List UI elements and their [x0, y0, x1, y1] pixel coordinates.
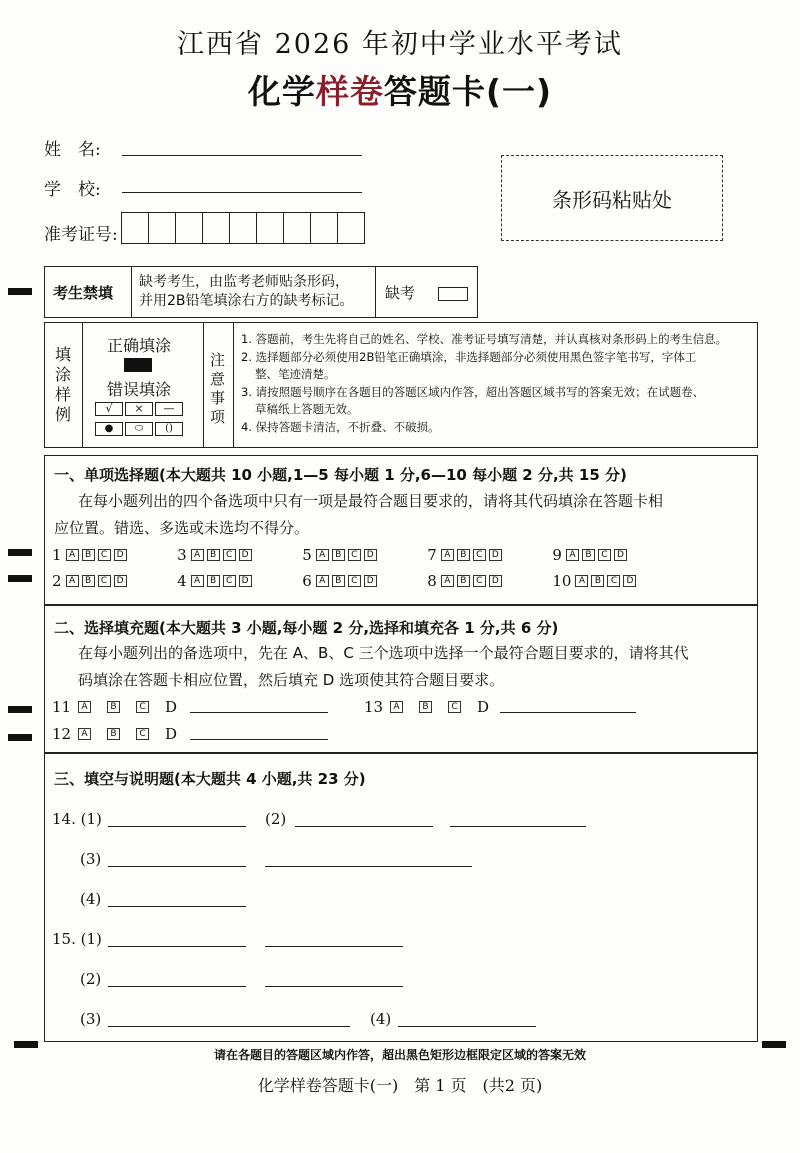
option-c[interactable]: C: [473, 575, 486, 587]
mc-question: [302, 570, 422, 590]
q11-row: [52, 696, 181, 716]
id-label: 准考证号:: [44, 225, 118, 245]
option-c[interactable]: C: [98, 549, 111, 561]
card-title-part-a: 化学: [247, 72, 316, 111]
q15-2-blank-a[interactable]: [108, 986, 246, 987]
q15-1-blank-a[interactable]: [108, 946, 246, 947]
q15-3-blank[interactable]: [108, 1026, 350, 1027]
mc-question: [177, 544, 297, 564]
section1-desc-line2: 应位置。错选、多选或未选均不得分。: [54, 519, 310, 537]
q12-d-blank[interactable]: [190, 739, 328, 740]
name-field[interactable]: [122, 155, 362, 156]
question-number: 8: [427, 571, 437, 590]
option-a[interactable]: A: [191, 549, 204, 561]
mc-question: [52, 544, 172, 564]
option-a[interactable]: A: [191, 575, 204, 587]
question-number: 13: [364, 697, 384, 716]
q14-4-blank[interactable]: [108, 906, 246, 907]
barcode-label: 条形码粘贴处: [552, 187, 672, 212]
correct-fill-sample: [124, 358, 152, 372]
section3-title: 三、填空与说明题(本大题共 4 小题,共 23 分): [54, 770, 366, 788]
absent-checkbox[interactable]: [438, 287, 468, 301]
fill-notes-box: [44, 322, 758, 448]
option-d[interactable]: D: [489, 549, 502, 561]
question-number: 10: [552, 571, 572, 590]
option-c[interactable]: C: [473, 549, 486, 561]
mc-question: [552, 570, 672, 590]
q15-4-label: (4): [370, 1010, 392, 1028]
q15-2-blank-b[interactable]: [265, 986, 403, 987]
option-b[interactable]: B: [457, 549, 470, 561]
question-number: 4: [177, 571, 187, 590]
wrong-mark-cross: ×: [125, 402, 153, 416]
option-d[interactable]: D: [364, 549, 377, 561]
d-label: D: [165, 697, 178, 716]
q13-d-blank[interactable]: [500, 712, 636, 713]
note-4: 4. 保持答题卡清洁，不折叠、不破损。: [241, 419, 440, 434]
wrong-mark-dot: ●: [95, 422, 123, 436]
absent-text-line2: 并用2B铅笔填涂右方的缺考标记。: [139, 293, 354, 309]
option-d[interactable]: D: [364, 575, 377, 587]
card-title-part-c: 答题卡(一): [383, 72, 553, 111]
option-d[interactable]: D: [239, 575, 252, 587]
question-number: 9: [552, 545, 562, 564]
q14-2-blank-b[interactable]: [450, 826, 586, 827]
q13-row: [364, 696, 493, 716]
option-a[interactable]: A: [78, 728, 91, 740]
question-number: 11: [52, 697, 72, 716]
school-label: 学 校:: [44, 180, 101, 200]
card-title-part-b: 样卷: [315, 72, 384, 111]
section1-row2: [52, 570, 672, 590]
q15-4-blank[interactable]: [398, 1026, 536, 1027]
option-c[interactable]: C: [448, 701, 461, 713]
option-c[interactable]: C: [223, 549, 236, 561]
wrong-mark-oval: ⬭: [125, 422, 153, 436]
option-c[interactable]: C: [223, 575, 236, 587]
section-divider: [44, 604, 758, 606]
option-a[interactable]: A: [316, 549, 329, 561]
option-b[interactable]: B: [107, 728, 120, 740]
timing-mark: [8, 575, 32, 582]
option-b[interactable]: B: [457, 575, 470, 587]
section1-title: 一、单项选择题(本大题共 10 小题,1—5 每小题 1 分,6—10 每小题 2 分,共 15 分): [54, 466, 627, 484]
absent-title: 考生禁填: [53, 284, 114, 302]
option-a[interactable]: A: [566, 549, 579, 561]
wrong-fill-label: 错误填涂: [107, 380, 172, 399]
option-a[interactable]: A: [316, 575, 329, 587]
footer-warning: 请在各题目的答题区域内作答，超出黑色矩形边框限定区域的答案无效: [213, 1048, 586, 1062]
q14-3-blank-b[interactable]: [265, 866, 472, 867]
wrong-mark-check: √: [95, 402, 123, 416]
option-c[interactable]: C: [136, 728, 149, 740]
section2-desc-line1: 在每小题列出的备选项中，先在 A、B、C 三个选项中选择一个最符合题目要求的，请将其代: [78, 644, 689, 662]
timing-mark: [8, 288, 32, 295]
absent-divider-2: [375, 267, 376, 317]
mc-question: [427, 570, 547, 590]
option-a[interactable]: A: [78, 701, 91, 713]
option-d[interactable]: D: [114, 575, 127, 587]
option-a[interactable]: A: [575, 575, 588, 587]
wrong-fill-row2: [95, 422, 183, 436]
note-2-cont: 整、笔迹清楚。: [255, 367, 336, 381]
absent-text-line1: 缺考考生，由监考老师贴条形码，: [139, 274, 349, 290]
timing-mark: [8, 549, 32, 556]
mc-question: [52, 570, 172, 590]
section2-desc-line2: 码填涂在答题卡相应位置，然后填充 D 选项使其符合题目要求。: [78, 671, 505, 689]
q11-d-blank[interactable]: [190, 712, 328, 713]
question-number: 12: [52, 724, 72, 743]
wrong-mark-parens: (): [155, 422, 183, 436]
exam-title: 江西省 2026 年初中学业水平考试: [177, 29, 623, 60]
section1-row1: [52, 544, 672, 564]
option-c[interactable]: C: [598, 549, 611, 561]
note-3-cont: 草稿纸上答题无效。: [255, 402, 359, 416]
option-b[interactable]: B: [82, 549, 95, 561]
section-divider: [44, 752, 758, 754]
option-d[interactable]: D: [489, 575, 502, 587]
option-c[interactable]: C: [607, 575, 620, 587]
option-a[interactable]: A: [66, 549, 79, 561]
option-d[interactable]: D: [114, 549, 127, 561]
q12-row: [52, 723, 181, 743]
option-a[interactable]: A: [441, 575, 454, 587]
option-b[interactable]: B: [591, 575, 604, 587]
option-a[interactable]: A: [441, 549, 454, 561]
q14-3-blank-a[interactable]: [108, 866, 246, 867]
q14-1-blank[interactable]: [108, 826, 246, 827]
d-label: D: [477, 697, 490, 716]
q14-4-label: (4): [80, 890, 102, 908]
school-field[interactable]: [122, 192, 362, 193]
option-a[interactable]: A: [390, 701, 403, 713]
card-title: [0, 66, 800, 113]
wrong-mark-dash: —: [155, 402, 183, 416]
notes-side-label: 注意事项: [210, 351, 226, 426]
option-a[interactable]: A: [66, 575, 79, 587]
option-b[interactable]: B: [82, 575, 95, 587]
wrong-fill-row1: [95, 402, 183, 416]
id-number-boxes[interactable]: [121, 212, 365, 244]
barcode-area: [501, 155, 723, 241]
absent-mark-label: 缺考: [385, 284, 416, 302]
timing-mark: [8, 706, 32, 713]
option-b[interactable]: B: [207, 575, 220, 587]
absent-box: [44, 266, 478, 318]
mc-question: [177, 570, 297, 590]
option-d[interactable]: D: [239, 549, 252, 561]
question-number: 7: [427, 545, 437, 564]
option-b[interactable]: B: [207, 549, 220, 561]
notes-divider-right: [233, 323, 234, 447]
option-c[interactable]: C: [98, 575, 111, 587]
q14-3-label: (3): [80, 850, 102, 868]
absent-divider: [131, 267, 132, 317]
q14-1-label: 14. (1): [52, 810, 102, 828]
question-number: 6: [302, 571, 312, 590]
option-d[interactable]: D: [614, 549, 627, 561]
q14-2-blank-a[interactable]: [295, 826, 433, 827]
timing-mark: [8, 734, 32, 741]
name-label: 姓 名:: [44, 140, 101, 160]
q15-2-label: (2): [80, 970, 102, 988]
mc-question: [302, 544, 422, 564]
fill-divider: [82, 323, 83, 447]
d-label: D: [165, 724, 178, 743]
question-number: 3: [177, 545, 187, 564]
fill-side-label: 填涂样例: [55, 345, 72, 424]
q15-1-blank-b[interactable]: [265, 946, 403, 947]
mc-question: [427, 544, 547, 564]
q14-2-label: (2): [265, 810, 287, 828]
option-b[interactable]: B: [419, 701, 432, 713]
question-number: 2: [52, 571, 62, 590]
option-d[interactable]: D: [623, 575, 636, 587]
note-1: 1. 答题前，考生先将自己的姓名、学校、准考证号填写清楚，并认真核对条形码上的考生信息。: [241, 332, 728, 346]
q15-1-label: 15. (1): [52, 930, 102, 948]
option-b[interactable]: B: [332, 575, 345, 587]
notes-divider-left: [203, 323, 204, 447]
option-c[interactable]: C: [348, 549, 361, 561]
note-2: 2. 选择题部分必须使用2B铅笔正确填涂，非选择题部分必须使用黑色签字笔书写，字体工: [241, 349, 697, 364]
note-3: 3. 请按照题号顺序在各题目的答题区域内作答，超出答题区域书写的答案无效；在试题卷、: [241, 384, 705, 399]
question-number: 1: [52, 545, 62, 564]
section1-desc-line1: 在每小题列出的四个备选项中只有一项是最符合题目要求的，请将其代码填涂在答题卡相: [78, 492, 664, 510]
option-b[interactable]: B: [332, 549, 345, 561]
mc-question: [552, 544, 672, 564]
absent-text: [139, 273, 354, 311]
section1-desc: [78, 488, 748, 515]
option-b[interactable]: B: [582, 549, 595, 561]
question-number: 5: [302, 545, 312, 564]
option-b[interactable]: B: [107, 701, 120, 713]
option-c[interactable]: C: [136, 701, 149, 713]
q15-3-label: (3): [80, 1010, 102, 1028]
section2-title: 二、选择填充题(本大题共 3 小题,每小题 2 分,选择和填充各 1 分,共 6 分): [54, 619, 559, 637]
notes-list: [241, 331, 753, 436]
page-info: 化学样卷答题卡(一) 第 1 页 (共2 页): [257, 1076, 543, 1095]
correct-fill-label: 正确填涂: [107, 336, 172, 355]
option-c[interactable]: C: [348, 575, 361, 587]
